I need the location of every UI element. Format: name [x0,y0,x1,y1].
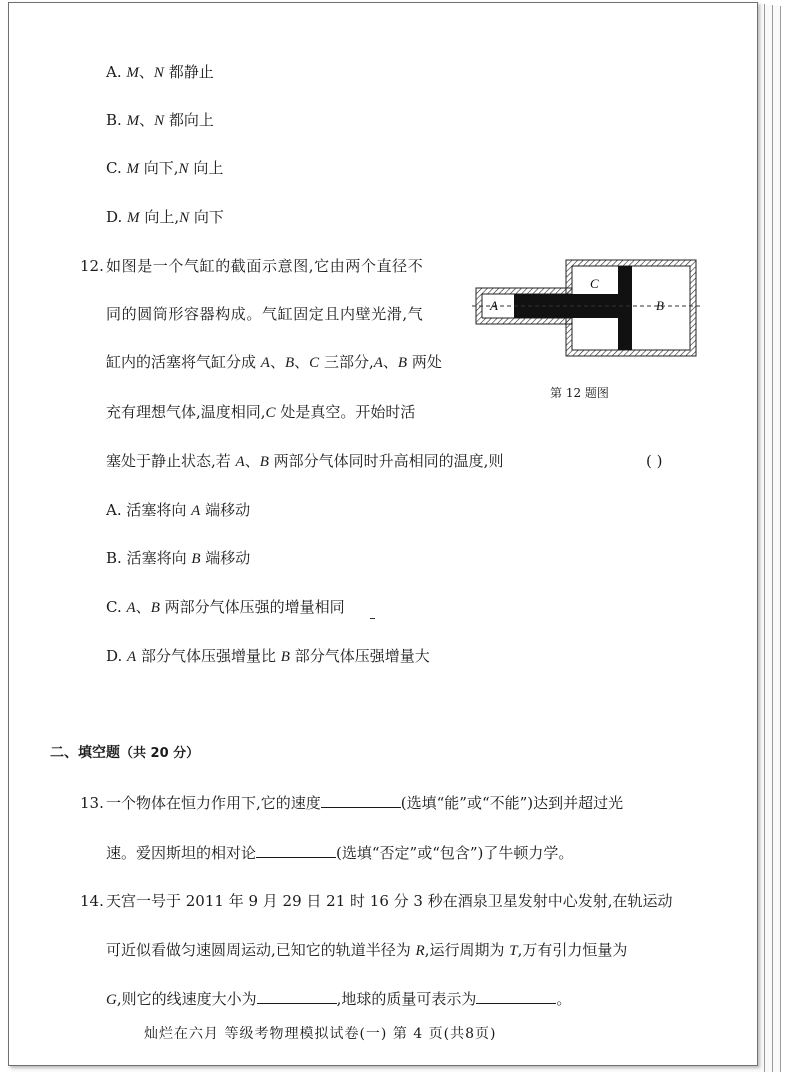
text: 活塞将向 [126,549,192,567]
text: (选填“能”或“不能”)达到并超过光 [400,794,624,812]
var-a: A [235,454,245,470]
var-b: B [150,600,160,616]
var-a: A [191,503,201,519]
var-a: A [373,355,383,371]
var-b: B [397,355,408,371]
text: ,运行周期为 [424,941,510,959]
sep: 、 [382,353,398,371]
q11-option-c [106,158,223,179]
option-mid: 向上, [139,208,180,226]
text: 三部分, [319,353,374,371]
var-n: N [178,161,189,177]
var-n: N [154,113,165,129]
text: 速。爱因斯坦的相对论 [106,844,257,862]
text: 两处 [407,353,442,371]
sep: 、 [269,353,285,371]
option-letter: B. [106,111,122,129]
text: 一个物体在恒力作用下,它的速度 [106,794,321,812]
option-text: 向下 [189,208,224,226]
answer-parenthesis: ( ) [646,452,663,470]
section-title: 二、填空题 [50,745,120,761]
var-m: M [126,161,139,177]
option-letter: D. [106,647,123,665]
page-footer: 灿烂在六月 等级考物理模拟试卷(一) 第 4 页(共8页) [144,1026,497,1042]
q12-option-a [106,500,250,521]
sep: 、 [244,452,260,470]
text: ,则它的线速度大小为 [116,990,257,1008]
var-n: N [153,65,164,81]
option-text: 都静止 [163,63,214,81]
option-letter: B. [106,549,122,567]
q12-number: 12. [80,257,104,275]
option-letter: D. [106,208,123,226]
q13-number: 13. [80,794,104,812]
stray-mark [370,618,375,619]
var-b: B [259,454,269,470]
figure-caption: 第 12 题图 [550,386,609,400]
var-c: C [265,405,276,421]
label-c: C [590,276,599,291]
var-b: B [280,649,290,665]
option-letter: A. [106,501,122,519]
section-points: （共 20 分） [120,746,200,761]
sep: 、 [139,111,155,129]
text: ,万有引力恒量为 [517,941,628,959]
option-letter: A. [106,63,122,81]
var-g: G [106,992,117,1008]
q13-line-1 [106,793,623,813]
text: 可近似看做匀速圆周运动,已知它的轨道半径为 [106,941,416,959]
var-a: A [126,600,136,616]
option-letter: C. [106,598,122,616]
cylinder-svg [472,258,702,362]
option-mid: 向下, [139,159,179,177]
text: 部分气体压强增量比 [136,647,281,665]
q11-option-d [106,207,224,228]
text: (选填“否定”或“包含”)了牛顿力学。 [336,844,574,862]
text: 端移动 [200,501,251,519]
q14-line-2 [106,940,627,961]
text: 处是真空。开始时活 [275,403,416,421]
text: 部分气体压强增量大 [289,647,430,665]
var-a: A [127,649,137,665]
var-t: T [509,943,518,959]
answer-blank-4[interactable] [476,989,556,1004]
text: 两部分气体压强的增量相同 [159,598,345,616]
var-m: M [126,113,140,129]
sep: 、 [138,63,154,81]
var-m: M [126,65,139,81]
cylinder-diagram [472,258,702,366]
section-2-heading [50,743,199,764]
var-a: A [260,355,270,371]
option-text: 都向上 [164,111,214,129]
label-a: A [490,298,498,313]
var-r: R [415,943,425,959]
text: 活塞将向 [126,501,192,519]
var-b: B [284,355,295,371]
q11-option-a [106,62,214,83]
text: 充有理想气体,温度相同, [106,403,266,421]
q14-line-3 [106,989,571,1010]
q12-option-d [106,646,430,667]
text: ,地球的质量可表示为 [336,990,477,1008]
q11-option-b [106,110,214,131]
text: 。 [556,990,572,1008]
q12-line-3 [106,352,442,373]
text: 两部分气体同时升高相同的温度,则 [268,452,504,470]
sep: 、 [135,598,151,616]
q12-line-2: 同的圆筒形容器构成。气缸固定且内壁光滑,气 [106,305,424,323]
q12-line-1: 如图是一个气缸的截面示意图,它由两个直径不 [106,257,424,275]
var-b: B [191,551,201,567]
q12-option-c [106,597,345,618]
option-letter: C. [106,159,122,177]
q14-number: 14. [80,892,104,910]
sep: 、 [294,353,310,371]
text: 缸内的活塞将气缸分成 [106,353,261,371]
text: 端移动 [200,549,251,567]
q13-line-2 [106,843,573,863]
answer-blank-1[interactable] [321,793,401,808]
text: 塞处于静止状态,若 [106,452,236,470]
q14-line-1: 天宫一号于 2011 年 9 月 29 日 21 时 16 分 3 秒在酒泉卫星发射中心发射,在轨运动 [106,892,673,910]
var-c: C [309,355,320,371]
option-text: 向上 [188,159,224,177]
q12-line-4 [106,402,415,423]
q12-line-5 [106,451,503,472]
piston-head [618,266,632,350]
q12-option-b [106,548,250,569]
answer-blank-2[interactable] [256,843,336,858]
var-m: M [127,210,140,226]
var-n: N [179,210,190,226]
label-b: B [656,298,664,313]
answer-blank-3[interactable] [257,989,337,1004]
